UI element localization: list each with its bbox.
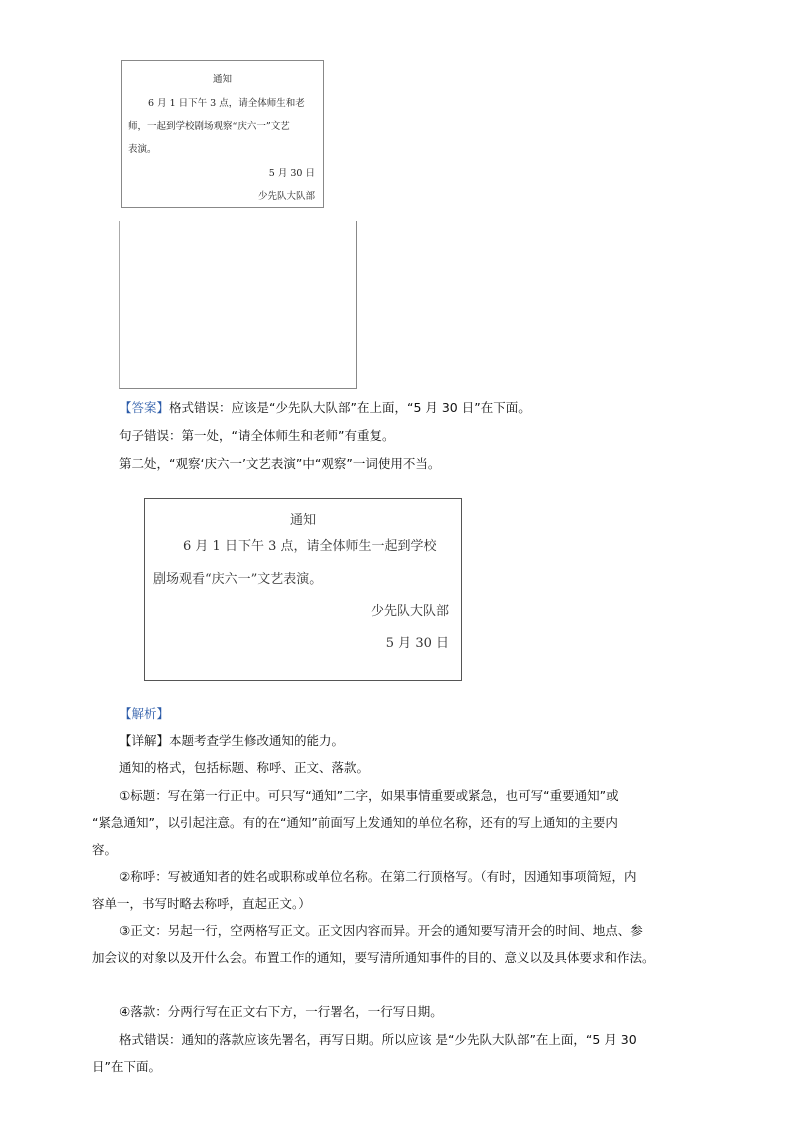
answer-line-1 (119, 400, 531, 416)
title-rule-line: ①标题：写在第一行正中。可只写“通知”二字，如果事情重要或紧急，也可写“重要通知”或 (119, 788, 619, 803)
original-notice-body-line: 6 月 1 日下午 3 点，请全体师生和老 (148, 98, 305, 109)
original-notice-date: 5 月 30 日 (268, 168, 315, 179)
original-notice-org: 少先队大队部 (257, 191, 315, 202)
title-rule-line: 容。 (92, 842, 118, 857)
format-line: 通知的格式，包括标题、称呼、正文、落款。 (119, 760, 370, 775)
corrected-notice-date: 5 月 30 日 (385, 636, 449, 651)
corrected-notice-image (144, 498, 462, 681)
detail-line (119, 733, 344, 749)
corrected-notice-body-line: 6 月 1 日下午 3 点，请全体师生一起到学校 (183, 539, 437, 554)
detail-tag: 【详解】 (119, 733, 170, 748)
body-rule-line: ③正文：另起一行，空两格写正文。正文因内容而异。开会的通知要写清开会的时间、地点、参 (119, 923, 643, 938)
format-error-line: 格式错误：通知的落款应该先署名，再写日期。所以应该 是“少先队大队部”在上面，“5 月 30 (119, 1032, 637, 1047)
answer-line-3: 第二处，“观察‘庆六一’文艺表演”中“观察”一词使用不当。 (119, 456, 441, 471)
analysis-tag: 【解析】 (119, 706, 170, 721)
original-notice-image (121, 60, 324, 208)
original-notice-body-line: 师，一起到学校剧场观察“庆六一”文艺 (128, 121, 290, 132)
body-rule-line: 加会议的对象以及开什么会。布置工作的通知，要写清所通知事件的目的、意义以及具体要求和作法。 (92, 950, 655, 965)
answer-line-2: 句子错误：第一处，“请全体师生和老师”有重复。 (119, 428, 395, 443)
salutation-rule-line: 容单一，书写时略去称呼，直起正文。） (92, 896, 311, 911)
corrected-notice-org: 少先队大队部 (370, 604, 449, 619)
answer-tag: 【答案】 (119, 400, 170, 415)
corrected-notice-body-line: 剧场观看“庆六一”文艺表演。 (153, 572, 323, 587)
signature-rule-line: ④落款：分两行写在正文右下方，一行署名，一行写日期。 (119, 1004, 443, 1019)
original-notice-body-line: 表演。 (128, 144, 157, 155)
corrected-notice-title: 通知 (289, 513, 316, 528)
original-notice-title: 通知 (212, 74, 232, 85)
salutation-rule-line: ②称呼：写被通知者的姓名或职称或单位名称。在第二行顶格写。（有时，因通知事项简短，内 (119, 869, 637, 884)
title-rule-line: “紧急通知”，以引起注意。有的在“通知”前面写上发通知的单位名称，还有的写上通知的主要内 (92, 815, 618, 830)
blank-answer-box (119, 221, 357, 389)
format-error-line: 日”在下面。 (92, 1059, 161, 1074)
answer-text: 格式错误：应该是“少先队大队部”在上面，“5 月 30 日”在下面。 (169, 400, 531, 415)
detail-text: 本题考查学生修改通知的能力。 (169, 733, 345, 748)
